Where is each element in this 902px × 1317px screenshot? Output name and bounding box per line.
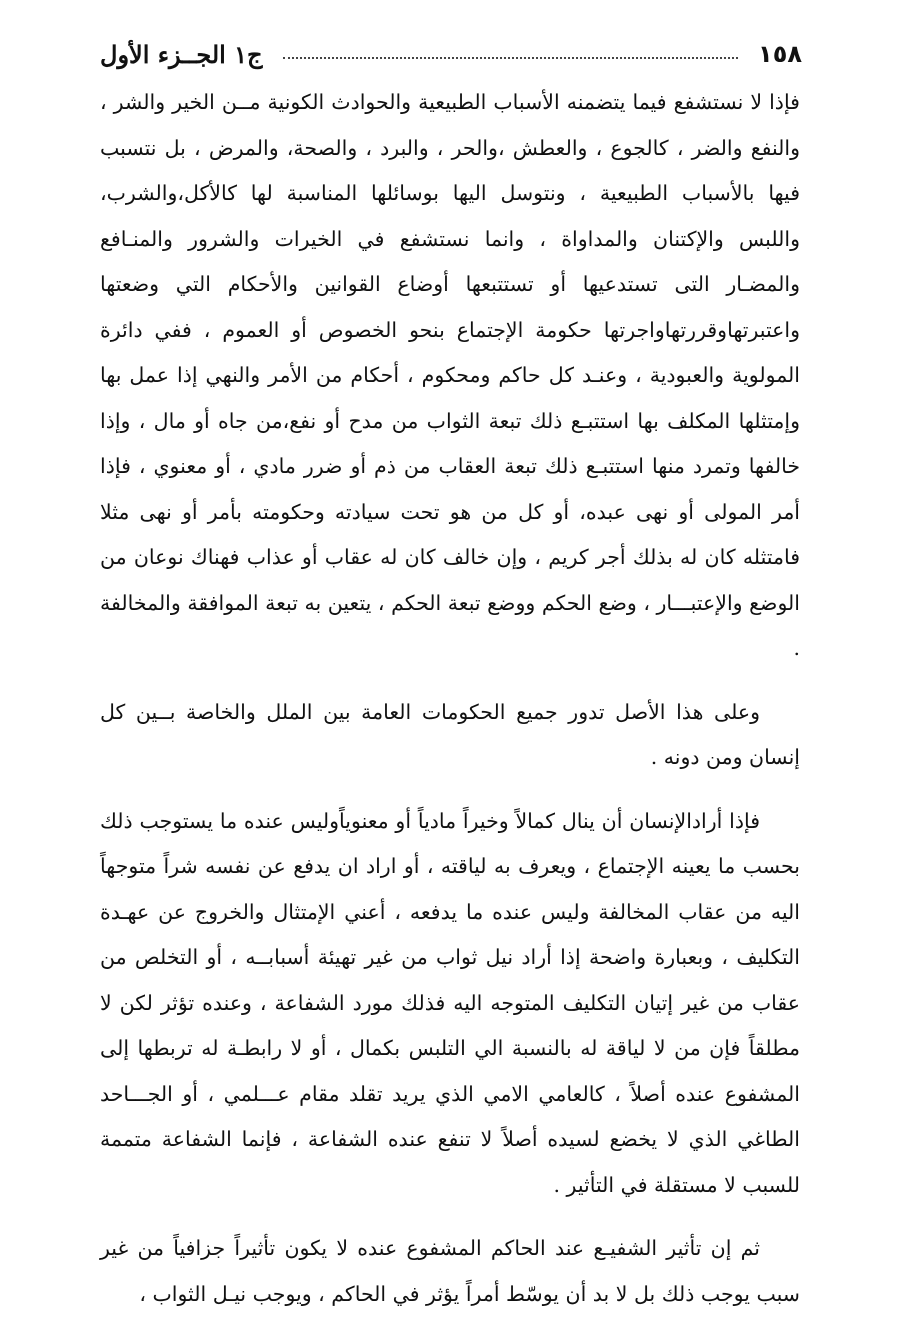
paragraph-3: فإذا أرادالإنسان أن ينال كمالاً وخيراً مادياً أو معنوياًوليس عنده ما يستوجب ذلك بحسب ما يعينه الإجتماع ، ويعرف به لياقته ، أو اراد ان يدفع عن نفسه شراً متوجهاً اليه من عقاب المخالفة وليس عنده ما يدفعه ، أعني الإمتثال والخروج عن عهـدة التكليف ، وبعبارة واضحة إذا أراد نيل ثواب من غير تهيئة أسبابــه ، أو التخلص من عقاب من غير إتيان التكليف المتوجه اليه فذلك مورد الشفاعة ، وعنده تؤثر لكن لا مطلقاً فإن من لا لياقة له بالنسبة الي التلبس بكمال ، أو لا رابطـة له تربطها إلى المشفوع عنده أصلاً ، كالعامي الامي الذي يريد تقلد مقام عـــلمي ، أو الجـــاحد الطاغي الذي لا يخضع لسيده أصلاً لا تنفع عنده الشفاعة ، فإنما الشفاعة متممة للسبب لا مستقلة في التأثير . (100, 808, 800, 1197)
paragraph-4: ثم إن تأثير الشفيـع عند الحاكم المشفوع عنده لا يكون تأثيراً جزافياً من غير سبب يوجب ذلك بل لا بد أن يوسّط أمراً يؤثر في الحاكم ، ويوجب نيـل الثواب ، (100, 1236, 800, 1306)
header-dotted-rule (283, 57, 739, 59)
page-header (100, 34, 802, 74)
body-text (100, 80, 800, 1317)
running-title: ج١ الجــزء الأول (100, 39, 263, 69)
page-number: ١٥٨ (758, 40, 802, 68)
paragraph-1: فإذا لا نستشفع فيما يتضمنه الأسباب الطبيعية والحوادث الكونية مــن الخير والشر ، والنفع والضر ، كالجوع ، والعطش ،والحر ، والبرد ، والصحة، والمرض ، بل نتسبب فيها بالأسباب الطبيعية ، ونتوسل اليها بوسائلها المناسبة لها كالأكل،والشرب، واللبس والإكتنان والمداواة ، وانما نستشفع في الخيرات والشرور والمنـافع والمضـار التى تستدعيها أو تستتبعها أوضاع القوانين والأحكام التي وضعتها واعتبرتهاوقررتهاواجرتها حكومة الإجتماع بنحو الخصوص أو العموم ، ففي دائرة المولوية والعبودية ، وعنـد كل حاكم ومحكوم ، أحكام من الأمر والنهي إذا عمل بها وإمتثلها المكلف بها استتبـع ذلك تبعة الثواب من مدح أو نفع،من جاه أو مال ، وإذا خالفها وتمرد منها استتبـع ذلك تبعة العقاب من ذم أو ضرر مادي ، أو معنوي ، فإذا أمر المولى أو نهى عبده، أو كل من هو تحت سيادته وحكومته بأمر أو نهى مثلا فامتثله كان له بذلك أجر كريم ، وإن خالف كان له عقاب أو عذاب فهناك نوعان من الوضع والإعتبـــار ، وضع الحكم ووضع تبعة الحكم ، يتعين به تبعة الموافقة والمخالفة . (100, 90, 800, 660)
paragraph-2: وعلى هذا الأصل تدور جميع الحكومات العامة بين الملل والخاصة بــين كل إنسان ومن دونه . (100, 699, 800, 769)
